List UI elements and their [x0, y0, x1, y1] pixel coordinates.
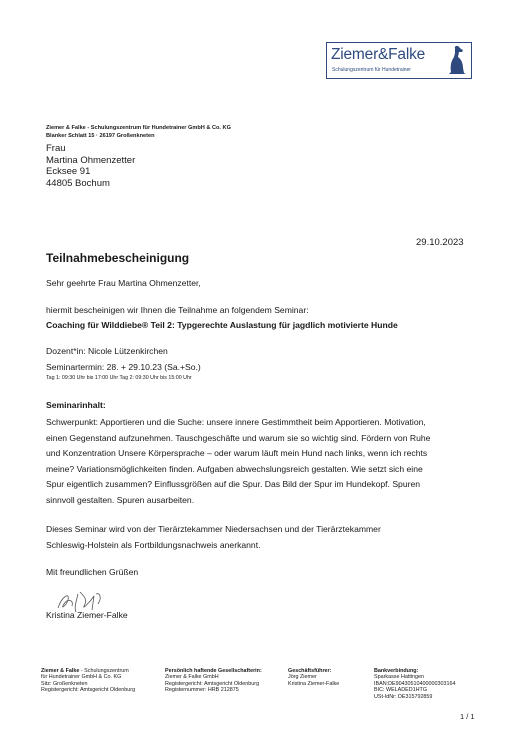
intro-text: hiermit bescheinigen wir Ihnen die Teilnahme an folgendem Seminar:: [46, 305, 309, 315]
footer-line: Sitz: Großenkneten: [41, 680, 88, 687]
recipient-city: 44805 Bochum: [46, 177, 110, 189]
footer-line: Registergericht: Amtsgericht Oldenburg: [41, 687, 136, 694]
footer-bank: [374, 668, 456, 700]
footer-company: [41, 668, 135, 694]
seminar-title: Coaching für Wilddiebe® Teil 2: Typgerechte Auslastung für jagdlich motivierte Hunde: [46, 320, 398, 330]
logo-tagline: Schulungszentrum für Hundetrainer: [332, 67, 411, 73]
dog-icon: [446, 45, 468, 76]
footer-line: BIC: WELADED1HTG: [374, 687, 428, 694]
seminar-date: Seminartermin: 28. + 29.10.23 (Sa.+So.): [46, 362, 201, 372]
footer-company-name: Ziemer & Falke: [41, 668, 80, 674]
footer-partner: [165, 668, 262, 694]
footer-heading: Bankverbindung:: [374, 668, 419, 674]
content-line: Schwerpunkt: Apportieren und die Suche: unsere innere Gestimmtheit beim Apportieren. Motivation,: [46, 417, 426, 427]
lecturer: Dozent*in: Nicole Lützenkirchen: [46, 346, 168, 356]
recipient-name: Martina Ohmenzetter: [46, 154, 136, 166]
content-line: einen Gegenstand aufzunehmen. Tauschgeschäfte und warum sie so wichtig sind. Fördern von Ruhe: [46, 432, 431, 443]
content-line: Spur eigentlich zusammen? Einflussgrößen auf die Spur. Das Bild der Spur im Hundekopf. Spuren: [46, 479, 421, 490]
content-heading: Seminarinhalt:: [46, 400, 106, 410]
footer-line: Registernummer: HRB 212875: [165, 687, 239, 694]
greeting: Sehr geehrte Frau Martina Ohmenzetter,: [46, 278, 201, 288]
sender-address: [46, 125, 231, 140]
recipient-salutation: Frau: [46, 143, 66, 154]
signer-name: Kristina Ziemer-Falke: [46, 610, 128, 620]
page-indicator: 1 / 1: [460, 712, 475, 721]
footer-line: Kristina Ziemer-Falke: [288, 680, 340, 687]
footer-line: Ziemer & Falke GmbH: [165, 674, 219, 681]
footer-heading: Geschäftsführer:: [288, 668, 332, 674]
content-line: sinnvoll gestalten. Spuren ausarbeiten.: [46, 494, 195, 505]
document-title: Teilnahmebescheinigung: [46, 251, 190, 265]
recipient-address: [46, 143, 135, 189]
footer-line: IBAN:DE90430510400000303164: [374, 680, 456, 687]
accreditation-paragraph: [46, 522, 476, 553]
accreditation-line: Schleswig-Holstein als Fortbildungsnachweis anerkannt.: [46, 539, 261, 550]
accreditation-line: Dieses Seminar wird von der Tierärztekammer Niedersachsen und der Tierärztekammer: [46, 524, 381, 534]
seminar-day-times: Tag 1: 09:30 Uhr bis 17:00 Uhr Tag 2: 09:30 Uhr bis 15:00 Uhr: [46, 375, 192, 381]
recipient-street: Ecksee 91: [46, 166, 91, 177]
content-line: und Konzentration Unsere Körpersprache – oder warum läuft mein Hund nach links, wenn ich rechts: [46, 448, 428, 459]
sender-line: Ziemer & Falke - Schulungszentrum für Hundetrainer GmbH & Co. KG: [46, 125, 231, 131]
letter-date: 29.10.2023: [416, 237, 464, 248]
footer-line: für Hundetrainer GmbH & Co. KG: [41, 674, 122, 681]
footer-company-suffix: - Schulungszentrum: [79, 668, 129, 674]
company-logo: [326, 42, 472, 79]
footer-line: Sparkasse Hattingen: [374, 674, 425, 681]
content-paragraph: [46, 415, 476, 509]
sender-line: Blanker Schlatt 15 · 26197 Großenkneten: [46, 132, 155, 139]
logo-name: Ziemer&Falke: [331, 46, 426, 63]
footer-line: Jörg Ziemer: [288, 674, 317, 681]
closing: Mit freundlichen Grüßen: [46, 567, 139, 577]
footer-management: [288, 668, 339, 687]
footer-heading: Persönlich haftende Gesellschafterin:: [165, 668, 262, 674]
footer-line: USt-IdNr: DE315792859: [374, 693, 433, 700]
footer-line: Registergericht: Amtsgericht Oldenburg: [165, 680, 260, 687]
content-line: meine? Variationsmöglichkeiten finden. Aufgaben abwechslungsreich gestalten. Wie setzt sich eine: [46, 463, 423, 474]
